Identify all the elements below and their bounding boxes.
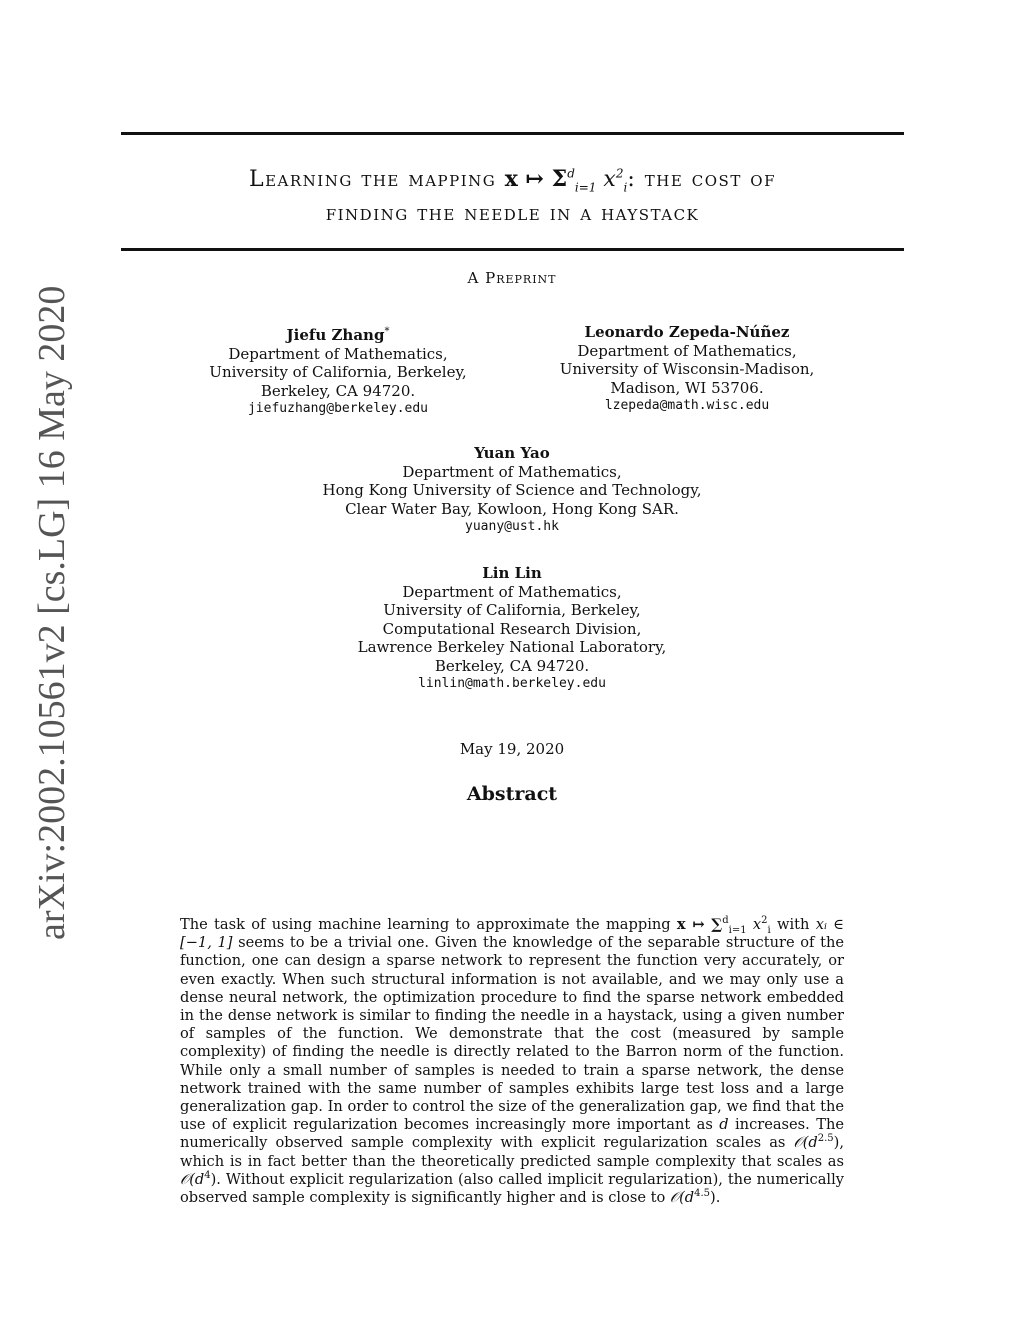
title-math-var-sub: i [623, 180, 628, 195]
affiliation-line: Department of Mathematics, [228, 344, 448, 363]
abstract-math-var: d [719, 1116, 729, 1134]
affiliation-line: Department of Mathematics, [402, 582, 622, 601]
author-email[interactable]: linlin@math.berkeley.edu [418, 676, 606, 691]
author-block [200, 323, 476, 419]
title-math-sub: i=1 [574, 180, 597, 195]
abstract-body [180, 916, 844, 1207]
affiliation-line: Department of Mathematics, [577, 341, 797, 360]
author-block [262, 444, 762, 537]
abstract-math-sup: 4 [204, 1169, 211, 1181]
title-rule-top [121, 132, 904, 135]
abstract-math-var: x [752, 916, 762, 933]
title-math-symbol: x ↦ Σ [504, 166, 568, 192]
author-name: Lin Lin [482, 564, 542, 582]
abstract-math: 𝒪(d [669, 1189, 695, 1207]
abstract-math: 𝒪(d [180, 1170, 205, 1188]
author-name: Leonardo Zepeda-Núñez [584, 323, 790, 341]
affiliation-line: Hong Kong University of Science and Technology, [322, 481, 702, 499]
author-email[interactable]: jiefuzhang@berkeley.edu [247, 401, 428, 416]
abstract-math-var-sub: i [767, 924, 771, 936]
affiliation-line: Lawrence Berkeley National Laboratory, [357, 638, 667, 656]
abstract-math: 𝒪(d [793, 1134, 818, 1152]
title-line-2: finding the needle in a haystack [325, 201, 700, 226]
affiliation-line: Clear Water Bay, Kowloon, Hong Kong SAR. [345, 499, 679, 518]
abstract-text: increases. The numerically observed sample complexity with explicit regularization scales as [180, 1116, 844, 1152]
abstract-text: ). Without explicit regularization (also called implicit regularization), the numerically observed sample complexity is significantly higher and is close to [180, 1170, 844, 1207]
preprint-label: A Preprint [467, 269, 557, 287]
affiliation-line: University of California, Berkeley, [209, 363, 467, 381]
affiliation-line: Berkeley, CA 94720. [260, 381, 416, 400]
abstract-math-sup: 4.5 [694, 1188, 711, 1200]
author-name [200, 323, 476, 345]
author-name-text: Jiefu Zhang [286, 326, 385, 344]
title-math [504, 166, 628, 195]
author-name: Yuan Yao [474, 444, 550, 462]
abstract-text: The task of using machine learning to approximate the mapping [180, 916, 677, 933]
abstract-text: with [770, 916, 816, 933]
paper-date: May 19, 2020 [459, 740, 565, 758]
abstract-text: seems to be a trivial one. Given the knowledge of the separable structure of the function, one can design a sparse network to represent the function very accurately, or even exactly. When such structural information is not available, and we may only use a dense neural network, the optimization procedure to find the sparse network embedded in the dense network is similar to finding the needle in a haystack, using a given number of samples of the function. We demonstrate that the cost (measured by sample complexity) of finding the needle is directly related to the Barron norm of the function. While only a small number of samples is needed to train a sparse network, the dense network trained with the same number of samples exhibits large test loss and a large generalization gap. In order to control the size of the generalization gap, we find that the use of explicit regularization becomes increasingly more important as [180, 934, 844, 1134]
abstract-math-sup: 2.5 [817, 1133, 834, 1145]
abstract-text: ). [710, 1189, 721, 1207]
affiliation-line: University of California, Berkeley, [383, 601, 641, 619]
title-text: Learning the mapping [248, 167, 497, 192]
affiliation-line: Department of Mathematics, [402, 462, 622, 481]
abstract-math-sub: i=1 [728, 924, 747, 936]
abstract-math-condition: xᵢ ∈ [−1, 1] [180, 916, 844, 952]
author-block [262, 564, 762, 694]
affiliation-line: Computational Research Division, [382, 619, 642, 638]
author-block [548, 323, 826, 416]
title-math-var-sup: 2 [615, 166, 624, 181]
affiliation-line: Berkeley, CA 94720. [434, 656, 590, 675]
abstract-math-sup: d [722, 915, 729, 927]
abstract-heading: Abstract [466, 783, 558, 805]
title-text-suffix: : the cost of [627, 167, 777, 192]
arxiv-identifier[interactable]: arXiv:2002.10561v2 [cs.LG] 16 May 2020 [31, 285, 73, 940]
title-math-sup: d [567, 166, 575, 181]
abstract-math: x ↦ ∑ [676, 916, 723, 933]
title-rule-bottom [121, 248, 904, 251]
title-math-var: x [603, 167, 616, 192]
author-email[interactable]: yuany@ust.hk [465, 519, 559, 534]
affiliation-line: Madison, WI 53706. [610, 378, 764, 397]
paper-title [121, 162, 904, 231]
footnote-mark: * [384, 326, 390, 337]
affiliation-line: University of Wisconsin-Madison, [559, 360, 815, 378]
author-email[interactable]: lzepeda@math.wisc.edu [604, 398, 770, 413]
abstract-text: ), which is in fact better than the theoretically predicted sample complexity that scales as [180, 1134, 844, 1170]
abstract-math-var-sup: 2 [761, 915, 768, 927]
